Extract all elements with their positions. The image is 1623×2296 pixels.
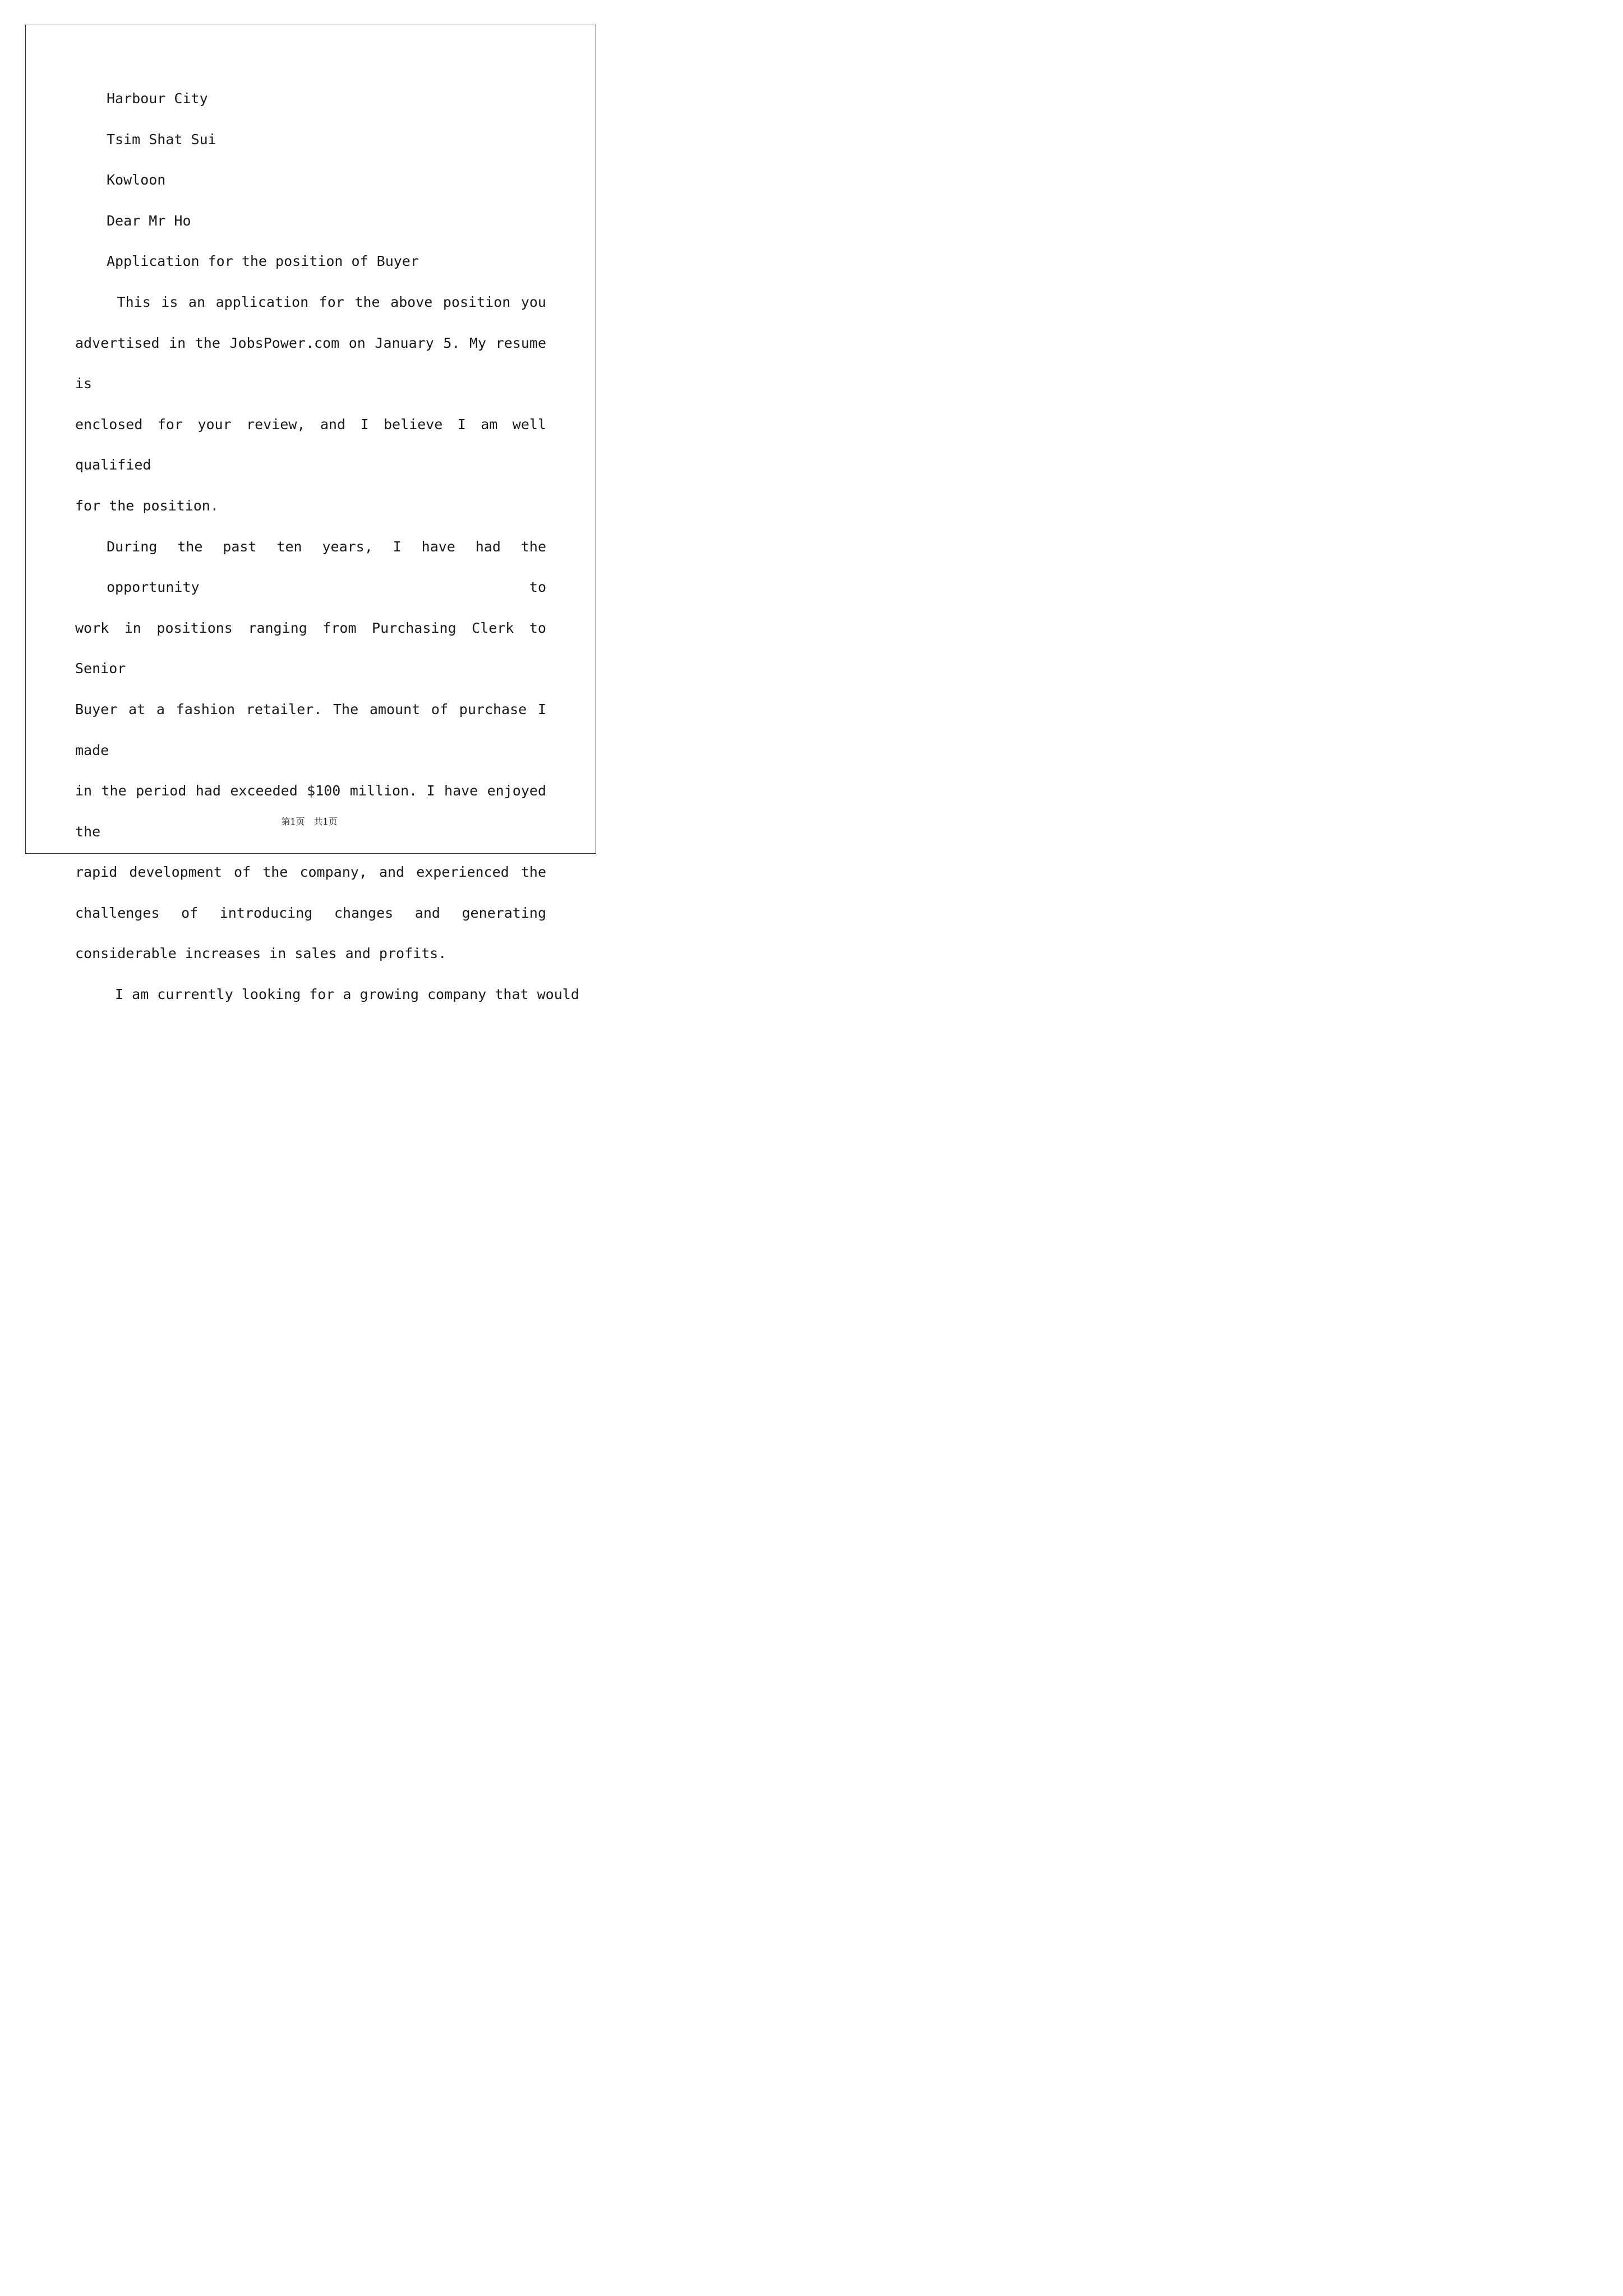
paragraph-1-line-1: This is an application for the above position you (107, 293, 546, 310)
address-line-2: Tsim Shat Sui (107, 131, 216, 148)
paragraph-2-line-5: rapid development of the company, and experienced the (75, 864, 546, 881)
salutation: Dear Mr Ho (107, 212, 191, 229)
paragraph-1-line-4: for the position. (75, 497, 219, 514)
paragraph-1 (75, 282, 546, 527)
paragraph-2 (75, 527, 546, 975)
paragraph-2-line-6: challenges of introducing changes and generating (75, 904, 546, 921)
address-line-3: Kowloon (107, 172, 166, 188)
address-line-1: Harbour City (107, 90, 208, 107)
paragraph-2-line-4: in the period had exceeded $100 million. I have enjoyed the (75, 783, 546, 840)
paragraph-1-line-3: enclosed for your review, and I believe I am well qualified (75, 416, 546, 473)
paragraph-2-line-7: considerable increases in sales and profits. (75, 945, 447, 962)
paragraph-2-line-1: During the past ten years, I have had the opportunity to (107, 538, 546, 596)
paragraph-1-line-2: advertised in the JobsPower.com on January 5. My resume is (75, 334, 546, 392)
paragraph-3 (75, 974, 579, 1015)
page-number-footer: 第1页 共1页 (281, 816, 338, 827)
letter-body (75, 79, 579, 1015)
subject-line: Application for the position of Buyer (107, 253, 419, 270)
paragraph-3-line-1: I am currently looking for a growing company that would (107, 986, 579, 1003)
paragraph-2-line-3: Buyer at a fashion retailer. The amount of purchase I made (75, 701, 546, 758)
paragraph-2-line-2: work in positions ranging from Purchasing Clerk to Senior (75, 619, 546, 677)
